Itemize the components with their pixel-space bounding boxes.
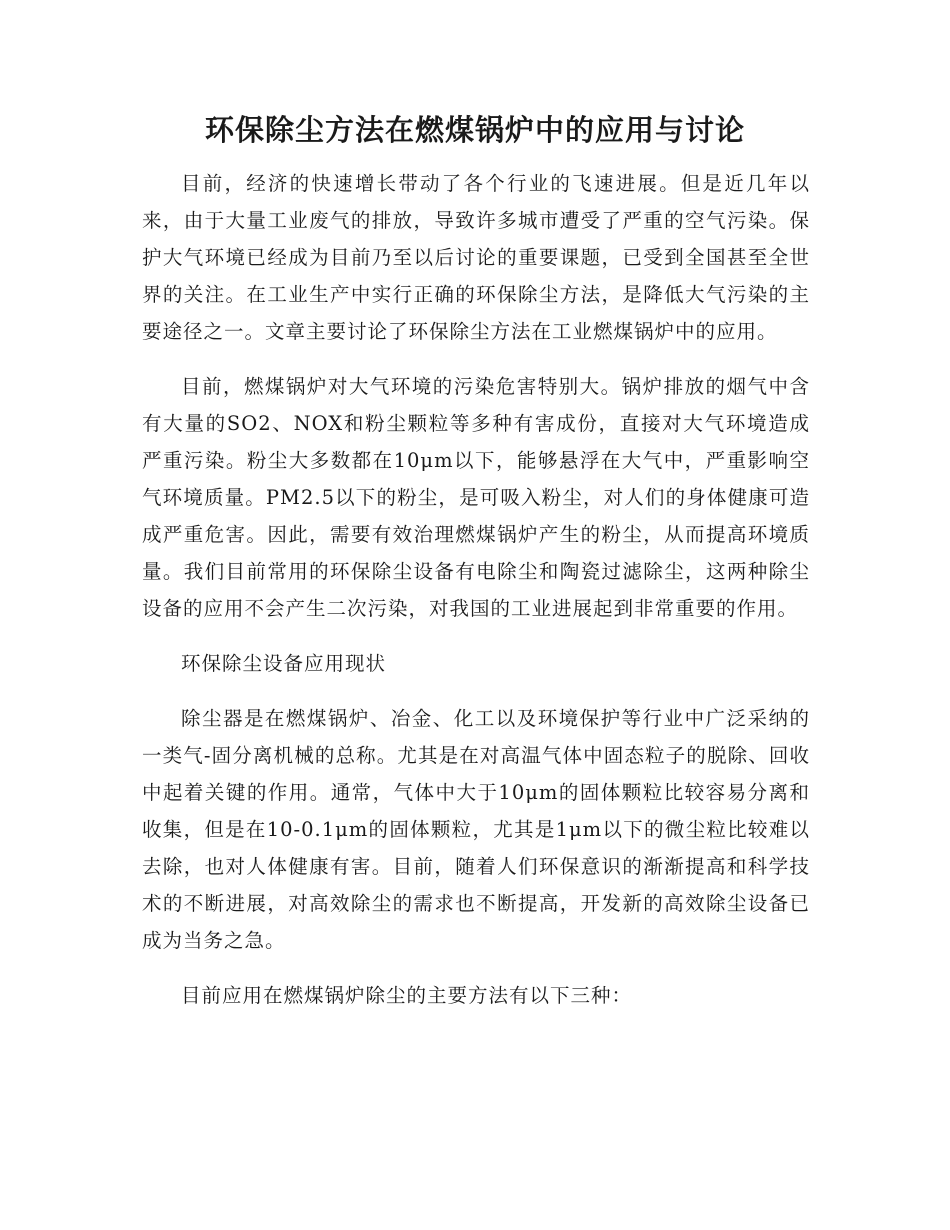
paragraph-intro: 目前，经济的快速增长带动了各个行业的飞速进展。但是近几年以来，由于大量工业废气的排放，导致许多城市遭受了严重的空气污染。保护大气环境已经成为目前乃至以后讨论的重要课题，已受到全国甚至全世界的关注。在工业生产中实行正确的环保除尘方法，是降低大气污染的主要途径之一。文章主要讨论了环保除尘方法在工业燃煤锅炉中的应用。 [142, 172, 810, 343]
paragraph-methods-intro: 目前应用在燃煤锅炉除尘的主要方法有以下三种： [181, 984, 633, 1007]
document-title: 环保除尘方法在燃煤锅炉中的应用与讨论 [204, 113, 745, 147]
paragraph-dust-collector: 除尘器是在燃煤锅炉、冶金、化工以及环境保护等行业中广泛采纳的一类气-固分离机械的总称。尤其是在对高温气体中固态粒子的脱除、回收中起着关键的作用。通常，气体中大于10μm的固体颗粒比较容易分离和收集，但是在10-0.1μm的固体颗粒，尤其是1μm以下的微尘粒比较难以去除，也对人体健康有害。目前，随着人们环保意识的渐渐提高和科学技术的不断进展，对高效除尘的需求也不断提高，开发新的高效除尘设备已成为当务之急。 [142, 707, 810, 952]
paragraph-pollution: 目前，燃煤锅炉对大气环境的污染危害特别大。锅炉排放的烟气中含有大量的SO2、NOX和粉尘颗粒等多种有害成份，直接对大气环境造成严重污染。粉尘大多数都在10μm以下，能够悬浮在大气中，严重影响空气环境质量。PM2.5以下的粉尘，是可吸入粉尘，对人们的身体健康可造成严重危害。因此，需要有效治理燃煤锅炉产生的粉尘，从而提高环境质量。我们目前常用的环保除尘设备有电除尘和陶瓷过滤除尘，这两种除尘设备的应用不会产生二次污染，对我国的工业进展起到非常重要的作用。 [142, 375, 810, 620]
document-body [142, 165, 810, 1014]
section-heading-status: 环保除尘设备应用现状 [181, 652, 387, 675]
